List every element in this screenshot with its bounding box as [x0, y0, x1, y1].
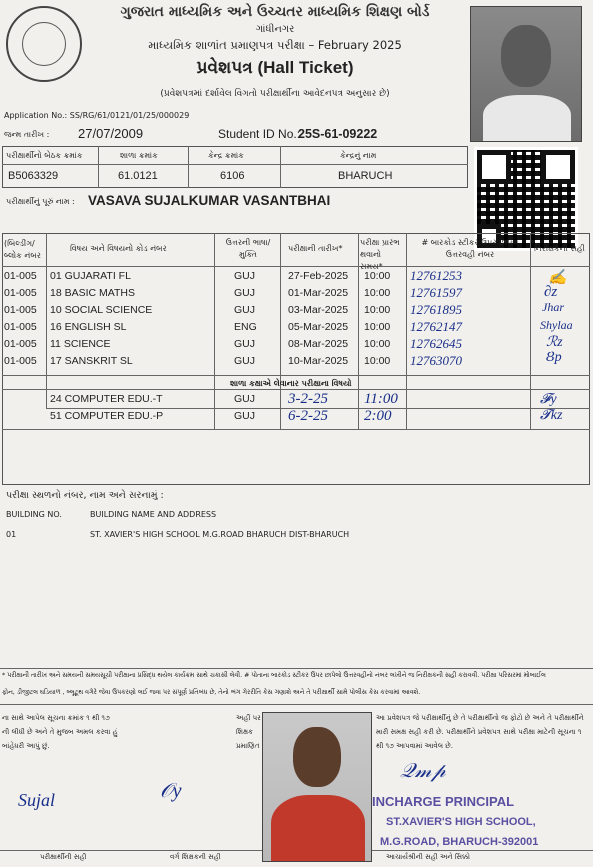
caption-teacher-signature: વર્ગ શિક્ષકની સહી	[170, 853, 221, 861]
exam-title: માધ્યમિક શાળાંત પ્રમાણપત્ર પરીક્ષા – February 2025	[148, 38, 402, 52]
exam-block-cell: 01-005	[4, 270, 37, 282]
exam-medium-cell: GUJ	[234, 304, 255, 316]
exam-date-cell: 08-Mar-2025	[288, 338, 349, 350]
exam-medium-cell: GUJ	[234, 287, 255, 299]
application-label: Application No.:	[4, 111, 68, 120]
principal-cert-line-2: મારી સમક્ષ સહી કરી છે. પરીક્ષાર્થીને પ્રવેશપત્ર સાથે પરીક્ષા માટેની સૂચના ૧	[376, 728, 582, 736]
undertaking-line-2: ની લીધી છે અને તે મુજબ અમલ કરવા હું	[2, 728, 118, 736]
exam-subject-cell: 16 ENGLISH SL	[50, 321, 127, 333]
attest-line-2: શિક્ષક	[236, 728, 254, 736]
school-exam-subject-cell: 24 COMPUTER EDU.-T	[50, 393, 163, 405]
invigilator-signature: Shylaa	[540, 318, 573, 332]
venue-col-number: BUILDING NO.	[6, 510, 62, 519]
info-header-center: કેન્દ્ર ક્રમાંક	[208, 151, 244, 160]
venue-number: 01	[6, 530, 17, 539]
attest-line-1: અહીં પર	[236, 714, 261, 722]
birth-label: જન્મ તારીખ :	[4, 130, 50, 139]
exam-block-cell: 01-005	[4, 321, 37, 333]
exam-barcode-cell: 12762645	[410, 336, 462, 351]
principal-signature: 𝒬𝓂𝓅	[400, 760, 446, 782]
exam-time-cell: 10:00	[364, 287, 391, 299]
school-number: 61.0121	[118, 170, 158, 182]
exam-block-cell: 01-005	[4, 355, 37, 367]
exam-medium-cell: GUJ	[234, 270, 255, 282]
exam-subject-cell: 01 GUJARATI FL	[50, 270, 131, 282]
undertaking-line-3: બાંહેધરી આપું છું.	[2, 742, 50, 750]
exam-medium-cell: GUJ	[234, 355, 255, 367]
school-exam-time-cell: 11:00	[364, 391, 398, 407]
exam-subject-cell: 17 SANSKRIT SL	[50, 355, 133, 367]
invigilator-signature: 𝓕y	[540, 392, 557, 407]
teacher-signature: 𝒪y	[160, 780, 182, 802]
exam-date-cell: 03-Mar-2025	[288, 304, 349, 316]
exam-barcode-cell: 12763070	[410, 353, 462, 368]
school-exam-subject-cell: 51 COMPUTER EDU.-P	[50, 410, 164, 422]
exam-block-cell: 01-005	[4, 287, 37, 299]
student-id-label: Student ID No.:	[218, 127, 301, 141]
invigilator-signature: Ȣp	[546, 350, 562, 365]
note-line-2: ફોન, ડીજીટલ ઘડિયાળ , બ્લૂટૂથ વગેરે જેવા ઉપકરણો લઈ જવા પર સંપૂર્ણ પ્રતિબંધ છે, તેનો ભંગ ગેરરીતિ કેસ ગણાશે અને તે પરીક્ષાર્થી સામે પોલીસ કેસ કરવામાં આવશે.	[2, 689, 421, 696]
exam-time-cell: 10:00	[364, 321, 391, 333]
board-city: ગાંધીનગર	[255, 24, 295, 35]
header-invigilator: નિરીક્ષકની સહી	[534, 244, 585, 253]
board-name: ગુજરાત માધ્યમિક અને ઉચ્ચતર માધ્યમિક શિક્ષણ બોર્ડ	[120, 4, 430, 20]
exam-date-cell: 10-Mar-2025	[288, 355, 349, 367]
info-header-center-name: કેન્દ્રનું નામ	[340, 151, 377, 160]
exam-subject-cell: 11 SCIENCE	[50, 338, 111, 350]
school-exam-date-cell: 3-2-25	[288, 391, 328, 407]
application-value: SS/RG/61/0121/01/25/000029	[69, 111, 190, 120]
board-seal-logo	[6, 6, 82, 82]
invigilator-signature: 𝓣kz	[540, 408, 563, 423]
exam-date-cell: 27-Feb-2025	[288, 270, 349, 282]
undertaking-line-1: ના સાથે આપેલ સૂચના ક્રમાંક ૧ થી ૧૭	[2, 714, 110, 722]
attest-line-3: પ્રમાણિત	[236, 742, 260, 750]
info-header-seat: પરીક્ષાર્થીનો બેઠક ક્રમાંક	[6, 151, 83, 160]
invigilator-signature: ∂z	[544, 284, 558, 300]
exam-time-cell: 10:00	[364, 304, 391, 316]
info-header-school: શાળા ક્રમાંક	[120, 151, 158, 160]
student-signature: Sujal	[18, 790, 56, 810]
header-time: પરીક્ષા પ્રારંભ થવાનો સમય*	[360, 238, 400, 271]
stamp-line-2: ST.XAVIER'S HIGH SCHOOL,	[386, 816, 536, 828]
caption-student-signature: પરીક્ષાર્થીની સહી	[40, 853, 87, 861]
caption-principal-signature: આચાર્યશ્રીની સહી અને સિક્કો	[386, 853, 470, 861]
student-photo-top	[470, 6, 582, 142]
note-line-1: * પરીક્ષાની તારીખ અને સમયની સમયસૂચી પરીક્ષાના પ્રસિદ્ધ થયેલ કાર્યક્રમ સાથે ચકાસી લેવી. # પોતાના બારકોડ સ્ટીકર ઉપર છાપેલો ઉત્તરવહીનો નંબર લખીને જ નિરીક્ષકની સહી કરાવવી. પરીક્ષા પરિસરમાં મોબાઈલ	[2, 672, 546, 679]
exam-barcode-cell: 12761253	[410, 268, 462, 283]
exam-time-cell: 10:00	[364, 355, 391, 367]
student-photo-bottom	[262, 712, 372, 862]
header-block: (બિલ્ડીંગ/ બ્લોક નંબર	[4, 239, 41, 260]
exam-date-cell: 01-Mar-2025	[288, 287, 349, 299]
exam-block-cell: 01-005	[4, 338, 37, 350]
stamp-line-3: M.G.ROAD, BHARUCH-392001	[380, 836, 539, 848]
invigilator-signature: Jhar	[542, 300, 564, 314]
principal-cert-line-3: થી ૧૭ આપવામાં આવેલ છે.	[376, 742, 453, 750]
stamp-line-1: INCHARGE PRINCIPAL	[372, 794, 515, 809]
exam-barcode-cell: 12761895	[410, 302, 462, 317]
venue-col-address: BUILDING NAME AND ADDRESS	[90, 510, 217, 519]
header-subject: વિષય અને વિષયનો કોડ નંબર	[70, 244, 167, 253]
student-name: VASAVA SUJALKUMAR VASANTBHAI	[88, 193, 331, 208]
exam-barcode-cell: 12762147	[410, 319, 462, 334]
exam-medium-cell: GUJ	[234, 338, 255, 350]
principal-cert-line-1: આ પ્રવેશપત્ર જે પરીક્ષાર્થીનું છે તે પરીક્ષાર્થીનો જ ફોટો છે અને તે પરીક્ષાર્થીને	[376, 714, 584, 722]
exam-barcode-cell: 12761597	[410, 285, 462, 300]
exam-subject-cell: 10 SOCIAL SCIENCE	[50, 304, 153, 316]
invigilator-signature: ✍	[548, 270, 567, 286]
exam-subject-cell: 18 BASIC MATHS	[50, 287, 135, 299]
ticket-note: (પ્રવેશપત્રમાં દર્શાવેલ વિગતો પરીક્ષાર્થીના આવેદનપત્ર અનુસાર છે)	[160, 89, 390, 99]
ticket-title: પ્રવેશપત્ર (Hall Ticket)	[196, 58, 354, 77]
header-medium: ઉત્તરની ભાષા/મુક્તિ	[225, 238, 271, 259]
application-row	[4, 111, 189, 120]
school-exam-medium-cell: GUJ	[234, 393, 255, 405]
header-barcode: # બારકોડ સ્ટીકર ઉપર છાપેલ ઉત્તરવહી નંબર	[421, 238, 519, 259]
center-name: BHARUCH	[338, 170, 393, 182]
exam-time-cell: 10:00	[364, 338, 391, 350]
header-date: પરીક્ષાની તારીખ*	[288, 244, 343, 253]
school-exam-date-cell: 6-2-25	[288, 408, 328, 424]
exam-medium-cell: ENG	[234, 321, 257, 333]
center-number: 6106	[220, 170, 245, 182]
venue-title: પરીક્ષા સ્થળનો નંબર, નામ અને સરનામું :	[6, 490, 164, 501]
school-exam-medium-cell: GUJ	[234, 410, 255, 422]
venue-address: ST. XAVIER'S HIGH SCHOOL M.G.ROAD BHARUCH DIST-BHARUCH	[90, 530, 350, 539]
birth-value: 27/07/2009	[78, 126, 144, 141]
school-exam-time-cell: 2:00	[364, 408, 392, 424]
invigilator-signature: ℛz	[546, 335, 563, 350]
exam-date-cell: 05-Mar-2025	[288, 321, 349, 333]
seat-number: B5063329	[8, 170, 59, 182]
name-label: પરીક્ષાર્થીનું પૂરું નામ :	[6, 197, 75, 206]
student-id-value: 25S-61-09222	[298, 127, 378, 141]
school-exams-title: શાળા કક્ષાએ લેવાનાર પરીક્ષાના વિષયો	[230, 379, 352, 388]
exam-time-cell: 10:00	[364, 270, 391, 282]
exam-block-cell: 01-005	[4, 304, 37, 316]
